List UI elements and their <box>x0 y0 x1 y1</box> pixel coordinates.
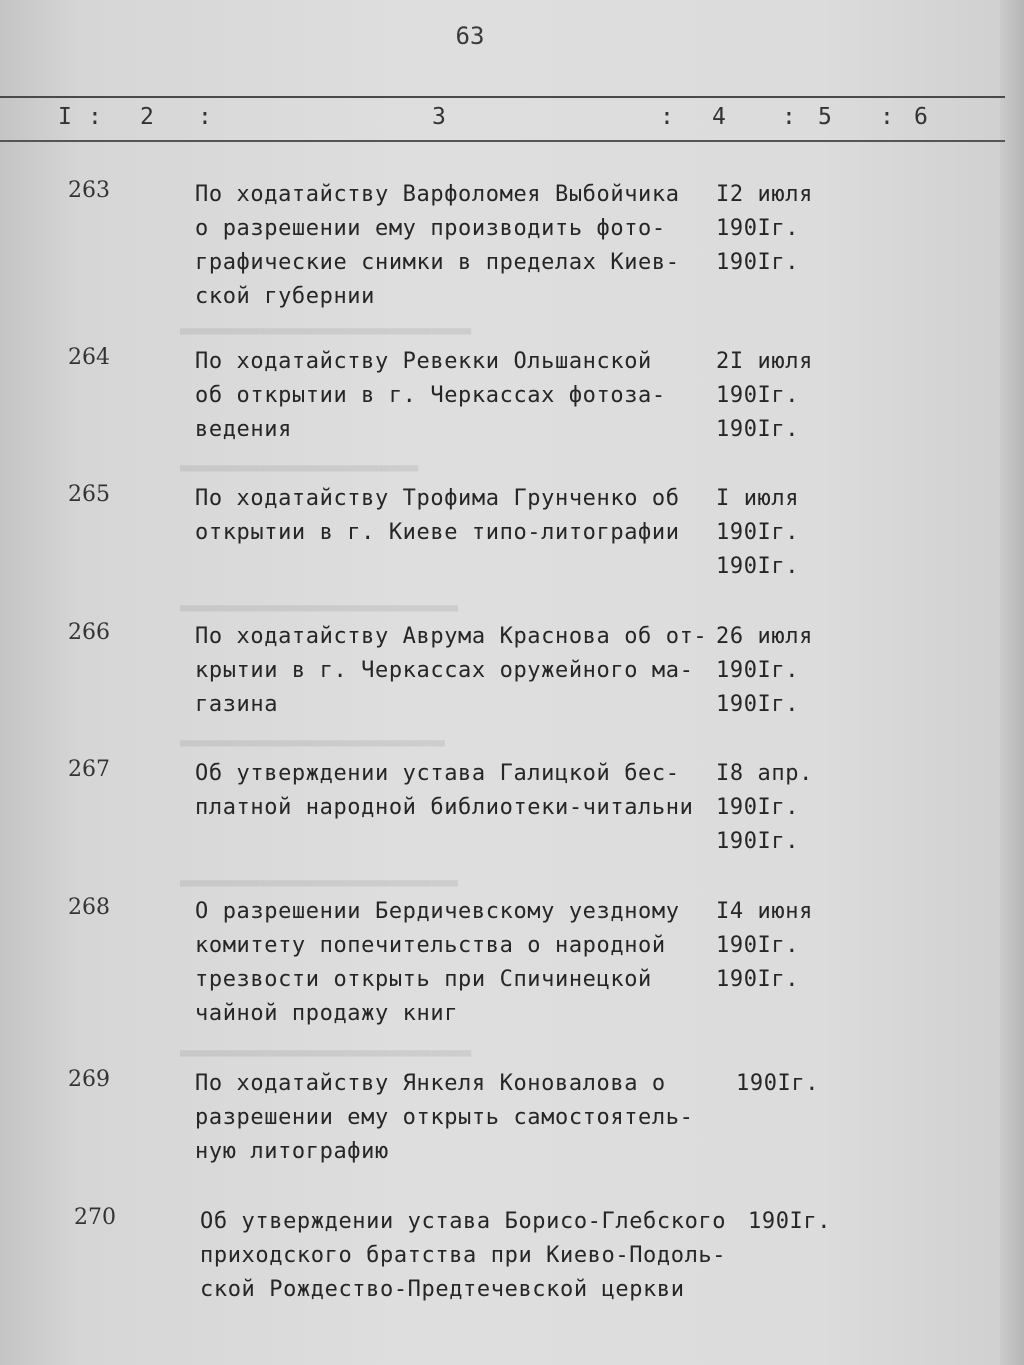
column-header-1: I <box>58 104 72 130</box>
entry-number: 268 <box>68 895 110 920</box>
entry-dates: 2I июля 190Iг. 190Iг. <box>716 349 813 442</box>
entry-title: По ходатайству Янкеля Коновалова о разрешении ему открыть самостоятель- ную литографию <box>195 1071 694 1164</box>
column-separator: : <box>782 104 796 130</box>
entry-number: 267 <box>68 757 110 782</box>
entry-number: 264 <box>68 345 110 370</box>
entry-title: Об утверждении устава Галицкой бес- платной народной библиотеки-читальни <box>195 761 694 820</box>
bleed-through-mark: ▬▬▬▬▬▬▬▬▬▬▬▬▬▬▬▬▬▬▬▬▬ <box>180 595 459 620</box>
column-separator: : <box>198 104 212 130</box>
entry-dates: I июля 190Iг. 190Iг. <box>716 486 800 579</box>
entry-number: 269 <box>68 1067 110 1092</box>
entry-dates: 26 июля 190Iг. 190Iг. <box>716 624 813 717</box>
entry-dates: I2 июля 190Iг. 190Iг. <box>716 182 813 275</box>
entry-title: Об утверждении устава Борисо-Глебского приходского братства при Киево-Подоль- ской Рождество-Предтечевской церкви <box>200 1209 727 1302</box>
column-header-5: 5 <box>818 104 832 130</box>
entry-dates: 190Iг. <box>748 1209 832 1234</box>
header-top-rule <box>0 96 1005 98</box>
entry-number: 265 <box>68 482 110 507</box>
bleed-through-mark: ▬▬▬▬▬▬▬▬▬▬▬▬▬▬▬▬▬▬▬▬▬ <box>180 870 459 895</box>
entry-number: 263 <box>68 178 110 203</box>
column-header-6: 6 <box>914 104 928 130</box>
entry-title: По ходатайству Ревекки Ольшанской об открытии в г. Черкассах фотоза- ведения <box>195 349 666 442</box>
entry-title: По ходатайству Аврума Краснова об от- крытии в г. Черкассах оружейного ма- газина <box>195 624 708 717</box>
column-header-2: 2 <box>140 104 154 130</box>
entry-number: 270 <box>74 1205 116 1230</box>
column-separator: : <box>660 104 674 130</box>
column-header-3: 3 <box>432 104 446 130</box>
header-bottom-rule <box>0 140 1005 142</box>
column-separator: : <box>880 104 894 130</box>
entry-dates: 190Iг. <box>736 1071 820 1096</box>
page-number: 63 <box>455 22 485 50</box>
bleed-through-mark: ▬▬▬▬▬▬▬▬▬▬▬▬▬▬▬▬▬▬▬▬▬▬ <box>180 1040 472 1065</box>
entry-dates: I4 июня 190Iг. 190Iг. <box>716 899 813 992</box>
entry-title: По ходатайству Трофима Грунченко об открытии в г. Киеве типо-литографии <box>195 486 680 545</box>
entry-dates: I8 апр. 190Iг. 190Iг. <box>716 761 813 854</box>
page-edge-shadow <box>1000 0 1024 1365</box>
column-separator: : <box>88 104 102 130</box>
entry-title: О разрешении Бердичевскому уездному комитету попечительства о народной трезвости открыть при Спичинецкой чайной продажу книг <box>195 899 680 1026</box>
column-header-4: 4 <box>712 104 726 130</box>
bleed-through-mark: ▬▬▬▬▬▬▬▬▬▬▬▬▬▬▬▬▬▬▬▬ <box>180 730 445 755</box>
bleed-through-mark: ▬▬▬▬▬▬▬▬▬▬▬▬▬▬▬▬▬▬ <box>180 455 419 480</box>
entry-number: 266 <box>68 620 110 645</box>
entry-title: По ходатайству Варфоломея Выбойчика о разрешении ему производить фото- графические снимки в пределах Киев- ской губернии <box>195 182 680 309</box>
bleed-through-mark: ▬▬▬▬▬▬▬▬▬▬▬▬▬▬▬▬▬▬▬▬▬▬ <box>180 318 472 343</box>
